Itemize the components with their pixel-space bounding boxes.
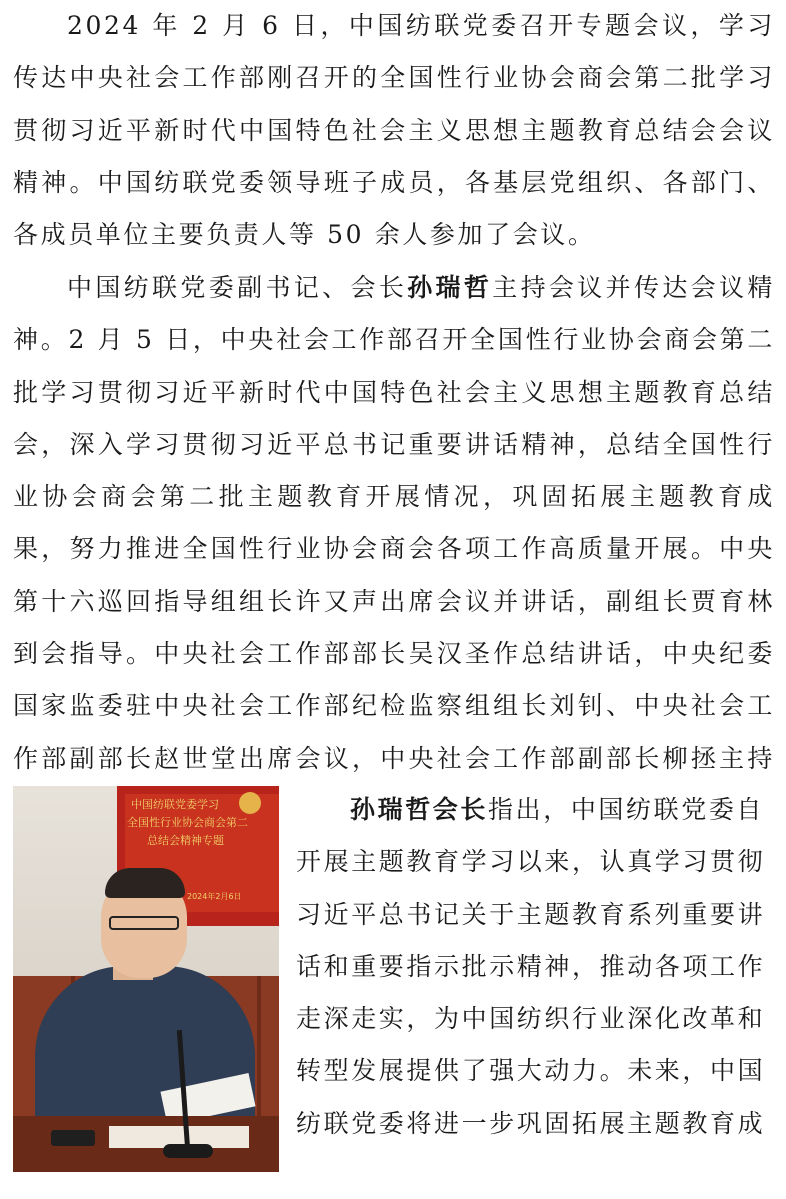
photo-person-hair (105, 868, 185, 898)
photo-person-glasses (109, 916, 179, 930)
paragraph-text: 主持会议并传达会议精神。2 月 5 日，中央社会工作部召开全国性行业协会商会第二批学习贯彻习近平新时代中国特色社会主义思想主题教育总结会，深入学习贯彻习近平总书记重要讲话精神，总结全国性行业协会商会第二批主题教育开展情况，巩固拓展主题教育成果，努力推进全国性行业协会商会各项工作高质量开展。中央第十六巡回指导组组长许又声出席会议并讲话，副组长贾育林到会指导。中央社会工作部部长吴汉圣作总结讲话，中央纪委国家监委驻中央社会工作部纪检监察组组长刘钊、中央社会工作部副部长赵世堂出席会议，中央社会工作部副部长柳拯主持 (13, 273, 775, 773)
party-emblem-icon (239, 792, 261, 814)
speaker-title-bold: 孙瑞哲会长 (350, 795, 489, 824)
banner-text-line2: 全国性行业协会商会第二 (127, 816, 248, 829)
paragraph-text: 中国纺联党委副书记、会长 (67, 273, 408, 302)
photo-phone (51, 1130, 95, 1146)
paragraph-meeting-summary (13, 262, 775, 837)
banner-date: 2024年2月6日 (187, 892, 242, 901)
speaker-photo (13, 786, 279, 1172)
banner-text-line3: 总结会精神专题 (147, 834, 224, 847)
microphone-base (163, 1144, 213, 1158)
person-name-bold: 孙瑞哲 (407, 273, 493, 302)
paragraph-intro: 2024 年 2 月 6 日，中国纺联党委召开专题会议，学习传达中央社会工作部刚召开的全国性行业协会商会第二批学习贯彻习近平新时代中国特色社会主义思想主题教育总结会会议精神。中国纺联党委领导班子成员，各基层党组织、各部门、各成员单位主要负责人等 50 余人参加了会议。 (13, 11, 775, 250)
paragraph-text: 指出，中国纺联党委自开展主题教育学习以来，认真学习贯彻习近平总书记关于主题教育系列重要讲话和重要指示批示精神，推动各项工作走深走实，为中国纺织行业深化改革和转型发展提供了强大动力。未来，中国纺联党委将进一步巩固拓展主题教育成 (296, 795, 766, 1138)
paragraph-president-remarks (296, 784, 766, 1150)
banner-text-line1: 中国纺联党委学习 (131, 798, 219, 811)
